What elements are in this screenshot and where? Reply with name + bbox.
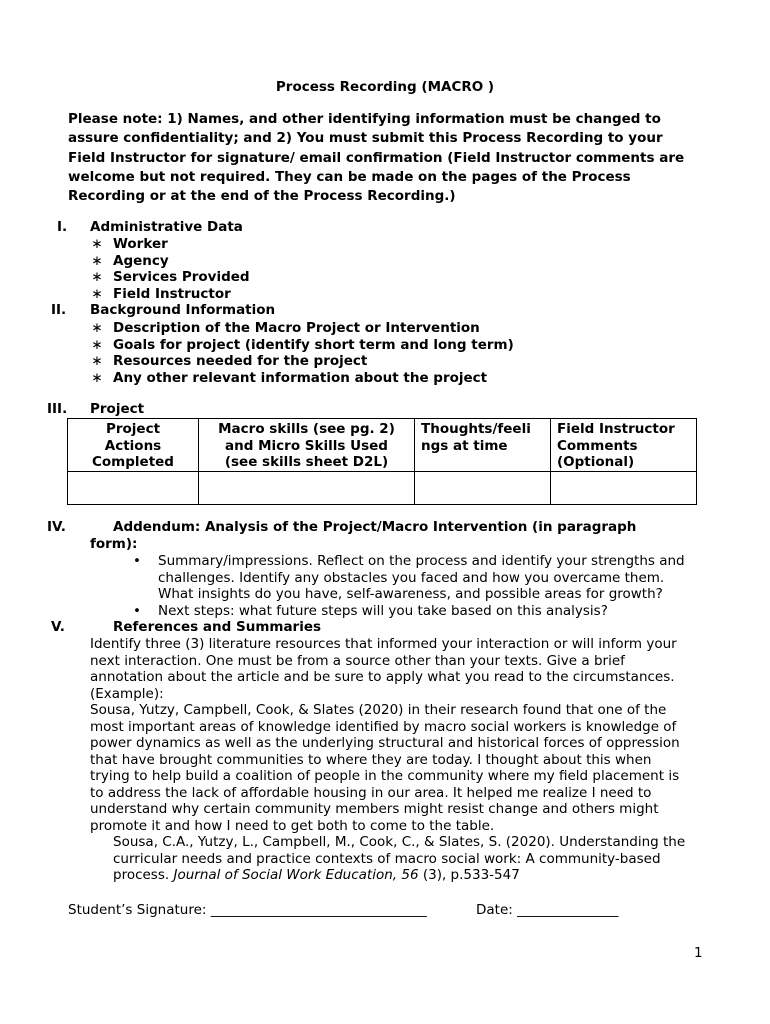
asterisk-bullet-icon: ∗ [91, 370, 103, 387]
section-5-heading: References and Summaries [113, 619, 322, 635]
citation: Sousa, C.A., Yutzy, L., Campbell, M., Cook, C., & Slates, S. (2020). Understanding the curricular needs and practice contexts of macro social work: A community-based process. Journal of Social Work Education, 56 (3), p.533-547 [113, 834, 686, 883]
note-line: welcome but not required. They can be made on the pages of the Process [68, 168, 631, 185]
list-item: • Next steps: what future steps will you take based on this analysis? [133, 602, 608, 619]
table-cell[interactable] [415, 471, 551, 504]
section-4-numeral: IV. [47, 519, 66, 535]
list-item: ∗ Field Instructor [91, 285, 231, 302]
note-line: Please note: 1) Names, and other identifying information must be changed to [68, 111, 661, 127]
asterisk-bullet-icon: ∗ [91, 236, 103, 252]
note-line: assure confidentiality; and 2) You must submit this Process Recording to your [68, 130, 663, 147]
section-3-numeral: III. [47, 401, 68, 417]
section-2-heading: Background Information [90, 302, 276, 318]
table-row [68, 471, 697, 504]
section-4-bullets [0, 553, 770, 619]
asterisk-bullet-icon: ∗ [91, 252, 103, 269]
journal-title: Journal of Social Work Education, 56 [173, 867, 419, 883]
table-cell[interactable] [68, 471, 199, 504]
asterisk-bullet-icon: ∗ [91, 353, 103, 370]
bullet-icon: • [133, 553, 141, 569]
instructions-note [68, 110, 708, 206]
col-header-skills: Macro skills (see pg. 2) and Micro Skills Used (see skills sheet D2L) [199, 419, 415, 472]
student-signature-field[interactable]: Student’s Signature: ________________________________ [68, 902, 427, 918]
table-cell[interactable] [551, 471, 697, 504]
section-5-numeral: V. [51, 619, 65, 635]
section-2-numeral: II. [51, 302, 67, 318]
asterisk-bullet-icon: ∗ [91, 285, 103, 302]
page-number: 1 [694, 945, 703, 961]
section-1-heading: Administrative Data [90, 219, 243, 235]
list-item: ∗ Resources needed for the project [91, 353, 368, 370]
note-line: Field Instructor for signature/ email confirmation (Field Instructor comments are [68, 149, 685, 166]
section-4-heading-cont: form): [90, 536, 138, 552]
table-header-row [68, 419, 697, 472]
asterisk-bullet-icon: ∗ [91, 336, 103, 353]
references-paragraph: Identify three (3) literature resources that informed your interaction or will inform your next interaction. One must be from a source other than your texts. Give a brief annotation about the article and be sure to apply what you read to the circumstances. (Example): Sousa, Yutzy, Campbell, Cook, & Slates (2020) in their research found that one of the most important areas of knowledge identified by macro social workers is knowledge of power dynamics as well as the underlying structural and historical forces of oppression that have brought communities to where they are today. I thought about this when trying to help build a coalition of people in the community where my field placement is to address the lack of affordable housing in our area. It helped me realize I need to understand why certain community members might resist change and others might promote it and how I need to get both to come to the table. [90, 636, 680, 834]
asterisk-bullet-icon: ∗ [91, 269, 103, 285]
list-item: ∗ Any other relevant information about the project [91, 370, 488, 387]
section-1-numeral: I. [57, 219, 68, 235]
col-header-thoughts: Thoughts/feeli ngs at time [415, 419, 551, 472]
section-4-heading: Addendum: Analysis of the Project/Macro Intervention (in paragraph [113, 519, 637, 535]
list-item: ∗ Goals for project (identify short term and long term) [91, 336, 514, 353]
document-title: Process Recording (MACRO ) [275, 79, 495, 95]
date-field[interactable]: Date: _______________ [476, 902, 619, 918]
list-item: ∗ Worker [91, 236, 168, 252]
list-item: ∗ Services Provided [91, 269, 250, 285]
section-3-heading: Project [90, 401, 145, 417]
bullet-icon: • [133, 602, 141, 619]
col-header-actions: Project Actions Completed [68, 419, 199, 472]
col-header-comments: Field Instructor Comments (Optional) [551, 419, 697, 472]
asterisk-bullet-icon: ∗ [91, 320, 103, 336]
section-2-list [0, 320, 770, 387]
section-1-list [0, 236, 770, 302]
list-item: ∗ Description of the Macro Project or Intervention [91, 320, 480, 336]
list-item: ∗ Agency [91, 252, 169, 269]
list-item: • Summary/impressions. Reflect on the process and identify your strengths and challenges. Identify any obstacles you faced and how you overcame them. What insights do you have, self-awareness, and possible areas for growth? [133, 553, 685, 602]
project-table [67, 418, 697, 505]
table-cell[interactable] [199, 471, 415, 504]
note-line: Recording or at the end of the Process Recording.) [68, 188, 456, 205]
